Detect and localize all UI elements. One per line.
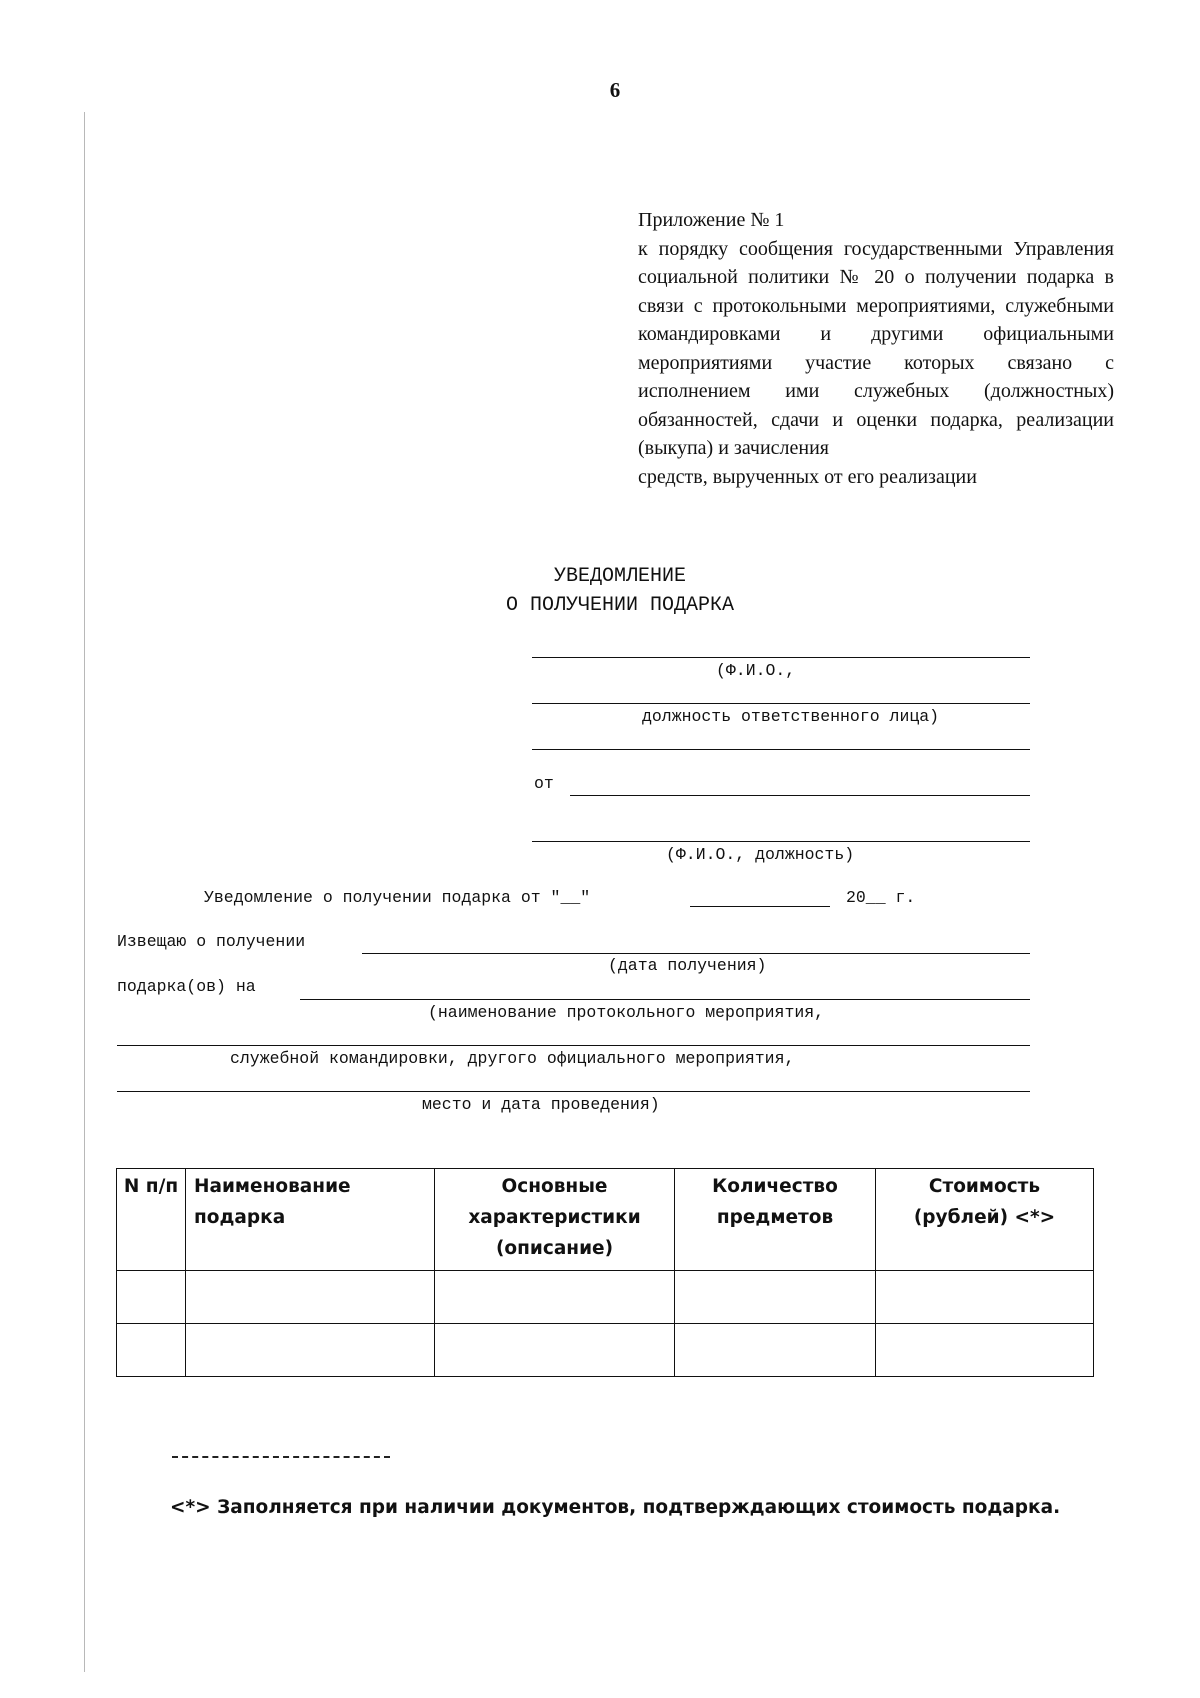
from-caption: (Ф.И.О., должность) [666, 845, 855, 864]
header-number: N п/п [117, 1169, 186, 1271]
date-caption: (дата получения) [608, 956, 767, 975]
event-caption-2: служебной командировки, другого официального мероприятия, [230, 1049, 795, 1068]
table-row [117, 1271, 1094, 1324]
appendix-title: Приложение № 1 [638, 209, 785, 231]
addressee-line-3[interactable] [532, 749, 1030, 750]
notice-month-line[interactable] [690, 906, 830, 907]
addressee-line-2[interactable] [532, 703, 1030, 704]
table-cell[interactable] [876, 1271, 1094, 1324]
inform-date-line[interactable] [362, 953, 1030, 954]
table-header-row [117, 1169, 1094, 1271]
appendix-last-line: средств, вырученных от его реализации [638, 465, 977, 488]
table-cell[interactable] [435, 1271, 675, 1324]
table-row [117, 1324, 1094, 1377]
header-characteristics: Основные характеристики (описание) [435, 1169, 675, 1271]
addressee-line-1[interactable] [532, 657, 1030, 658]
header-quantity: Количество предметов [675, 1169, 876, 1271]
table-cell[interactable] [876, 1324, 1094, 1377]
from-line-1[interactable] [570, 795, 1030, 796]
header-gift-name: Наименование подарка [186, 1169, 435, 1271]
table-cell[interactable] [675, 1271, 876, 1324]
page-number: 6 [609, 78, 621, 102]
addressee-caption-2: должность ответственного лица) [642, 707, 940, 726]
appendix-body: к порядку сообщения государственными Управления социальной политики № 20 о получении подарка в связи с протокольными мероприятиями, служебными командировками и другими официальными мероприятиями участие которых связано с исполнением ими служебных (должностных) обязанностей, сдачи и оценки подарка, реализации (выкупа) и зачисления [638, 237, 1114, 459]
notice-title-line1: УВЕДОМЛЕНИЕ [553, 565, 687, 588]
event-caption-3: место и дата проведения) [422, 1095, 660, 1114]
margin-line [84, 112, 85, 1672]
from-line-2[interactable] [532, 841, 1030, 842]
notice-year-text: 20__ г. [846, 888, 916, 907]
inform-label: Извещаю о получении [117, 932, 306, 951]
footnote: <*> Заполняется при наличии документов, подтверждающих стоимость подарка. [170, 1497, 1061, 1518]
gifts-table [116, 1168, 1094, 1377]
table-cell[interactable] [675, 1324, 876, 1377]
gift-event-line-2[interactable] [117, 1045, 1030, 1046]
addressee-caption-1: (Ф.И.О., [716, 661, 796, 680]
notice-title [420, 562, 820, 620]
header-cost: Стоимость (рублей) <*> [876, 1169, 1094, 1271]
notice-title-line2: О ПОЛУЧЕНИИ ПОДАРКА [505, 594, 735, 617]
gift-event-line-1[interactable] [300, 999, 1030, 1000]
notice-date-text: Уведомление о получении подарка от "__" [204, 888, 591, 907]
from-label: от [534, 774, 554, 793]
gift-event-line-3[interactable] [117, 1091, 1030, 1092]
table-cell[interactable] [186, 1271, 435, 1324]
table-cell[interactable] [117, 1324, 186, 1377]
appendix-block [638, 206, 1114, 491]
table-cell[interactable] [117, 1271, 186, 1324]
table-cell[interactable] [435, 1324, 675, 1377]
footnote-separator [172, 1456, 390, 1458]
gift-label: подарка(ов) на [117, 977, 256, 996]
event-caption-1: (наименование протокольного мероприятия, [428, 1003, 825, 1022]
table-cell[interactable] [186, 1324, 435, 1377]
